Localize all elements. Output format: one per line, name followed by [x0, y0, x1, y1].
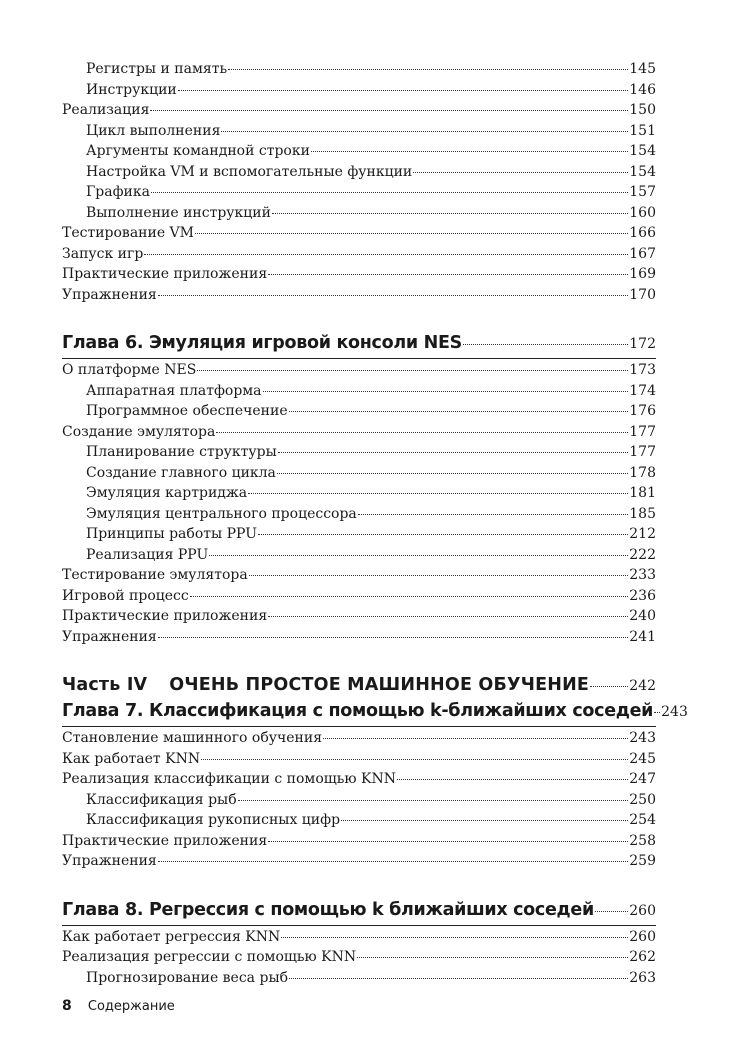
dot-leader: [463, 340, 628, 345]
toc-entry[interactable]: [62, 627, 656, 648]
toc-entry-page: 154: [629, 143, 656, 159]
toc-entry-page: 173: [629, 362, 656, 378]
dot-leader: [158, 291, 629, 296]
toc-entry-title: Упражнения: [62, 286, 157, 303]
toc-block-chapter5-tail: [62, 59, 656, 305]
toc-entry-page: 178: [629, 464, 656, 481]
toc-entry-page: 151: [629, 122, 656, 139]
toc-entry-title: Практические приложения: [62, 266, 268, 282]
dot-leader: [289, 974, 628, 979]
toc-entry-page: 185: [629, 505, 656, 522]
toc-entry[interactable]: [62, 851, 656, 872]
toc-entry-title: Классификация рыб: [86, 791, 237, 808]
dot-leader: [216, 428, 628, 433]
dot-leader: [277, 469, 628, 474]
toc-entry-title: Создание эмулятора: [62, 423, 216, 440]
dot-leader: [278, 448, 629, 453]
toc-entry-page: 181: [629, 485, 656, 501]
toc-entry-title: Аргументы командной строки: [86, 143, 310, 159]
toc-entry-page: 263: [629, 969, 656, 986]
table-of-contents: [62, 59, 688, 988]
dot-leader: [197, 366, 628, 371]
toc-entry-page: 236: [629, 587, 656, 604]
toc-entry-title: Эмуляция центрального процессора: [86, 505, 357, 522]
toc-entry[interactable]: [62, 606, 656, 627]
toc-entry[interactable]: [62, 749, 656, 770]
toc-entry-page: 176: [629, 403, 656, 419]
dot-leader: [158, 857, 629, 862]
toc-entry-title: Реализация: [62, 102, 150, 118]
toc-entry-title: Классификация рукописных цифр: [86, 812, 341, 828]
toc-entry-page: 212: [629, 526, 656, 542]
toc-entry[interactable]: [62, 524, 656, 545]
dot-leader: [272, 209, 628, 214]
toc-entry-title: Выполнение инструкций: [86, 204, 271, 221]
toc-part-4[interactable]: [62, 672, 656, 698]
dot-leader: [195, 229, 628, 234]
toc-entry-title: Как работает регрессия KNN: [62, 928, 281, 945]
dot-leader: [654, 708, 660, 713]
toc-entry-title: Игровой процесс: [62, 587, 189, 604]
dot-leader: [258, 530, 628, 535]
toc-entry-page: 177: [629, 444, 656, 460]
toc-entry[interactable]: [62, 565, 656, 586]
dot-leader: [268, 837, 628, 842]
dot-leader: [190, 592, 629, 597]
toc-entry-page: 170: [629, 286, 656, 303]
dot-leader: [341, 816, 628, 821]
toc-entry[interactable]: [62, 790, 656, 811]
toc-entry-page: 154: [629, 163, 656, 180]
toc-entry[interactable]: [62, 927, 656, 948]
dot-leader: [201, 755, 628, 760]
dot-leader: [158, 633, 629, 638]
toc-entry-title: Создание главного цикла: [86, 464, 276, 481]
dot-leader: [413, 168, 628, 173]
dot-leader: [249, 571, 629, 576]
dot-leader: [228, 65, 628, 70]
toc-entry-title: Реализация PPU: [86, 546, 209, 563]
toc-entry-title: Тестирование VM: [62, 225, 195, 241]
toc-entry-title: Программное обеспечение: [86, 403, 288, 419]
toc-entry-title: Как работает KNN: [62, 750, 201, 767]
part-title: ОЧЕНЬ ПРОСТОЕ МАШИННОЕ ОБУЧЕНИЕ: [169, 675, 590, 695]
chapter-title: Глава 7. Классификация с помощью k-ближайших соседей: [62, 701, 654, 721]
toc-entry[interactable]: [62, 80, 656, 101]
footer-page-number: 8: [62, 998, 72, 1014]
dot-leader: [358, 510, 628, 515]
toc-entry[interactable]: [62, 483, 656, 504]
part-number: Часть IV: [62, 675, 148, 695]
toc-entry[interactable]: [62, 810, 656, 831]
toc-entry-page: 245: [629, 750, 656, 767]
dot-leader: [289, 407, 629, 412]
toc-entry-page: 222: [629, 546, 656, 563]
chapter-rule: [62, 358, 656, 359]
dot-leader: [248, 489, 628, 494]
toc-entry-title: Становление машинного обучения: [62, 730, 323, 746]
chapter-page: 172: [629, 336, 656, 352]
toc-entry[interactable]: [62, 285, 656, 306]
toc-chapter-7[interactable]: [62, 698, 688, 724]
toc-entry[interactable]: [62, 203, 656, 224]
toc-entry-title: Цикл выполнения: [86, 122, 221, 139]
toc-chapter-8[interactable]: [62, 897, 656, 923]
toc-entry-page: 146: [629, 81, 656, 98]
toc-entry-title: Графика: [86, 184, 150, 200]
chapter-title: Глава 8. Регрессия с помощью k ближайших соседей: [62, 899, 594, 920]
toc-entry-title: Тестирование эмулятора: [62, 567, 248, 583]
toc-entry-title: О платформе NES: [62, 362, 197, 378]
page-footer: [62, 998, 175, 1014]
toc-entry[interactable]: [62, 463, 656, 484]
toc-entry-page: 169: [629, 266, 656, 282]
toc-block-chapter6: [62, 360, 656, 647]
toc-entry-title: Эмуляция картриджа: [86, 485, 248, 501]
toc-entry-title: Настройка VM и вспомогательные функции: [86, 163, 413, 180]
toc-entry-page: 174: [629, 382, 656, 399]
toc-entry-page: 240: [629, 608, 656, 624]
toc-entry-page: 160: [629, 204, 656, 221]
toc-entry-title: Реализация регрессии с помощью KNN: [62, 949, 357, 965]
toc-entry-page: 166: [629, 225, 656, 241]
toc-entry[interactable]: [62, 121, 656, 142]
dot-leader: [150, 106, 628, 111]
dot-leader: [281, 933, 628, 938]
toc-entry[interactable]: [62, 59, 656, 80]
toc-entry-page: 258: [629, 832, 656, 849]
toc-entry[interactable]: [62, 141, 656, 162]
toc-chapter-6[interactable]: [62, 330, 656, 356]
chapter-rule: [62, 726, 656, 727]
toc-entry-title: Практические приложения: [62, 832, 268, 849]
toc-entry-page: 241: [629, 628, 656, 645]
dot-leader: [311, 147, 628, 152]
toc-entry-title: Прогнозирование веса рыб: [86, 969, 289, 986]
toc-entry-page: 262: [629, 949, 656, 965]
toc-entry[interactable]: [62, 422, 656, 443]
toc-entry[interactable]: [62, 182, 656, 203]
toc-entry-page: 233: [629, 567, 656, 583]
dot-leader: [209, 551, 628, 556]
toc-entry-title: Планирование структуры: [86, 444, 277, 460]
toc-entry-title: Упражнения: [62, 628, 157, 645]
part-page: 242: [629, 678, 656, 694]
dot-leader: [323, 734, 628, 739]
chapter-page: 243: [661, 704, 688, 720]
toc-entry[interactable]: [62, 728, 656, 749]
toc-entry-page: 167: [629, 245, 656, 262]
toc-entry[interactable]: [62, 442, 656, 463]
dot-leader: [144, 250, 628, 255]
dot-leader: [178, 86, 629, 91]
toc-entry[interactable]: [62, 586, 656, 607]
dot-leader: [397, 775, 628, 780]
toc-entry-page: 260: [629, 928, 656, 945]
footer-section: Содержание: [87, 999, 175, 1014]
toc-entry[interactable]: [62, 223, 656, 244]
chapter-page: 260: [629, 902, 656, 919]
toc-entry[interactable]: [62, 545, 656, 566]
toc-entry-title: Практические приложения: [62, 608, 268, 624]
dot-leader: [238, 796, 629, 801]
dot-leader: [590, 682, 628, 687]
toc-entry[interactable]: [62, 360, 656, 381]
toc-block-chapter7: [62, 728, 656, 872]
chapter-title: Глава 6. Эмуляция игровой консоли NES: [62, 333, 462, 353]
dot-leader: [357, 953, 628, 958]
dot-leader: [221, 127, 628, 132]
toc-entry[interactable]: [62, 947, 656, 968]
toc-entry-page: 259: [629, 853, 656, 869]
dot-leader: [151, 188, 628, 193]
toc-entry-page: 243: [629, 730, 656, 746]
toc-entry-page: 145: [629, 61, 656, 77]
toc-entry[interactable]: [62, 504, 656, 525]
toc-entry[interactable]: [62, 244, 656, 265]
toc-entry-page: 254: [629, 812, 656, 828]
toc-entry-page: 157: [629, 184, 656, 200]
toc-entry-title: Принципы работы PPU: [86, 526, 257, 542]
toc-entry[interactable]: [62, 100, 656, 121]
toc-entry-page: 150: [629, 102, 656, 118]
toc-entry-page: 250: [629, 791, 656, 808]
toc-entry-page: 177: [629, 423, 656, 440]
toc-entry[interactable]: [62, 968, 656, 989]
toc-entry-title: Аппаратная платформа: [86, 382, 262, 399]
dot-leader: [595, 907, 628, 912]
dot-leader: [268, 612, 628, 617]
toc-entry[interactable]: [62, 264, 656, 285]
toc-entry[interactable]: [62, 381, 656, 402]
toc-entry[interactable]: [62, 769, 656, 790]
toc-entry[interactable]: [62, 831, 656, 852]
toc-entry[interactable]: [62, 162, 656, 183]
toc-entry-title: Регистры и память: [86, 61, 228, 77]
toc-entry-page: 247: [629, 771, 656, 787]
toc-entry-title: Запуск игр: [62, 245, 144, 262]
toc-entry-title: Упражнения: [62, 853, 157, 869]
toc-entry-title: Инструкции: [86, 81, 177, 98]
toc-block-chapter8: [62, 927, 656, 989]
chapter-rule: [62, 925, 656, 926]
toc-entry[interactable]: [62, 401, 656, 422]
dot-leader: [263, 387, 629, 392]
toc-entry-title: Реализация классификации с помощью KNN: [62, 771, 396, 787]
dot-leader: [268, 270, 628, 275]
